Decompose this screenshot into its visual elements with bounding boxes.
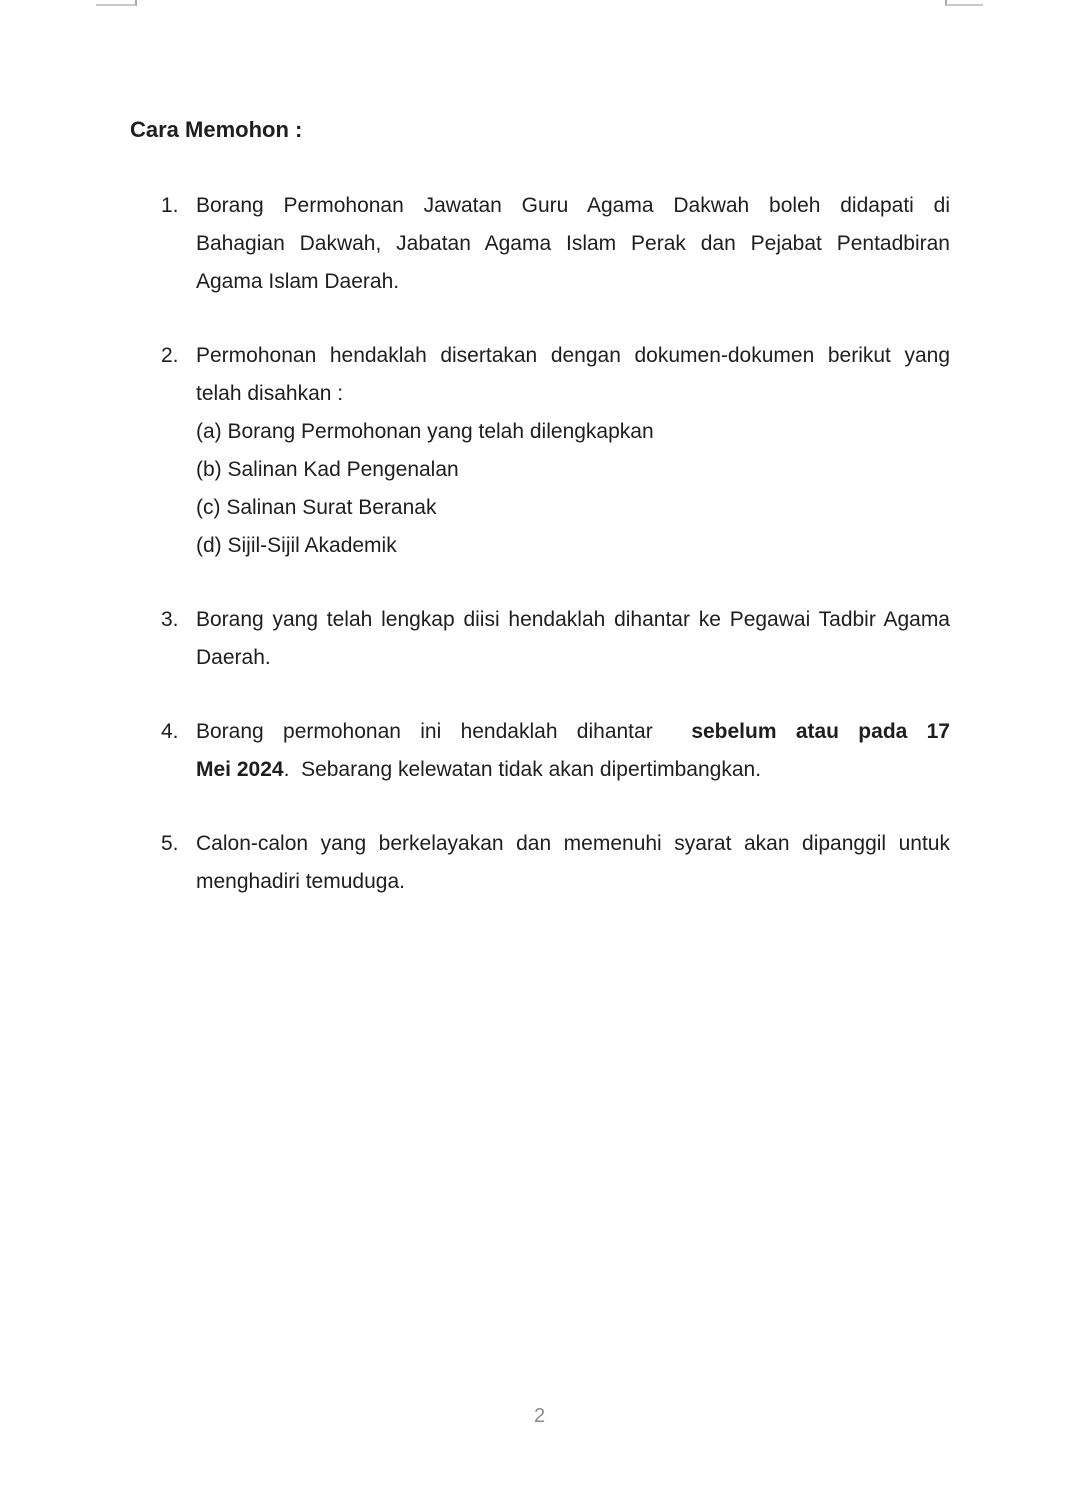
page-number: 2	[533, 1405, 546, 1427]
text-segment: (c) Salinan Surat Beranak	[196, 496, 437, 519]
list-item	[161, 601, 950, 677]
text-segment: Borang yang telah lengkap diisi hendaklah dihantar ke Pegawai Tadbir Agama	[196, 608, 950, 631]
text-segment: Daerah.	[196, 646, 271, 669]
text-segment: Permohonan hendaklah disertakan dengan dokumen-dokumen berikut yang	[196, 344, 950, 367]
text-line	[196, 263, 950, 301]
list-item	[161, 825, 950, 901]
text-segment: Calon-calon yang berkelayakan dan memenuhi syarat akan dipanggil untuk	[196, 832, 950, 855]
text-line	[196, 187, 950, 225]
list-item-content	[196, 337, 950, 565]
bold-text-segment: Mei 2024	[196, 758, 284, 781]
list-item-number: 3.	[161, 608, 179, 631]
text-line	[196, 713, 950, 751]
text-line	[196, 863, 950, 901]
list-item-number: 2.	[161, 344, 179, 367]
list-item-number: 5.	[161, 832, 179, 855]
list-item-content	[196, 713, 950, 789]
text-line	[196, 337, 950, 375]
text-line	[196, 413, 950, 451]
text-segment: (a) Borang Permohonan yang telah dilengkapkan	[196, 420, 654, 443]
text-line	[196, 825, 950, 863]
text-segment: menghadiri temuduga.	[196, 870, 405, 893]
list-item-content	[196, 187, 950, 301]
text-line	[196, 375, 950, 413]
text-line	[196, 639, 950, 677]
text-line	[196, 527, 950, 565]
list-item	[161, 337, 950, 565]
list-item	[161, 713, 950, 789]
text-line	[196, 489, 950, 527]
text-line	[196, 225, 950, 263]
list-item-number: 4.	[161, 720, 179, 743]
list-item-content	[196, 825, 950, 901]
cropped-corner-mark-left	[96, 0, 137, 6]
text-line	[196, 451, 950, 489]
text-segment: telah disahkan :	[196, 382, 344, 405]
text-segment: Agama Islam Daerah.	[196, 270, 400, 293]
list-item-number: 1.	[161, 194, 179, 217]
text-segment: (b) Salinan Kad Pengenalan	[196, 458, 459, 481]
list-item	[161, 187, 950, 301]
text-segment: (d) Sijil-Sijil Akademik	[196, 534, 397, 557]
cropped-corner-mark-right	[945, 0, 983, 6]
text-segment: . Sebarang kelewatan tidak akan dipertimbangkan.	[283, 758, 762, 781]
list-item-content	[196, 601, 950, 677]
text-segment: Borang Permohonan Jawatan Guru Agama Dakwah boleh didapati di	[196, 194, 950, 217]
section-heading: Cara Memohon :	[130, 117, 303, 142]
bold-text-segment: sebelum atau pada 17	[691, 720, 950, 743]
text-line	[196, 601, 950, 639]
text-segment: Bahagian Dakwah, Jabatan Agama Islam Perak dan Pejabat Pentadbiran	[196, 232, 950, 255]
text-segment: Borang permohonan ini hendaklah dihantar	[196, 720, 692, 743]
numbered-list	[161, 187, 950, 937]
text-line	[196, 751, 950, 789]
